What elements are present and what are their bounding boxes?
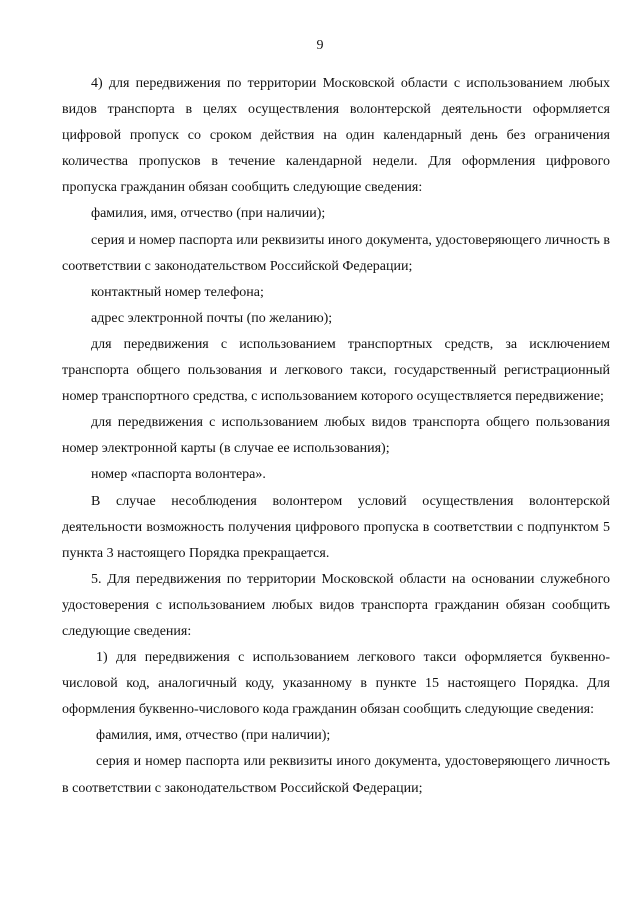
document-body	[62, 71, 610, 802]
paragraph-transport-card: для передвижения с использованием любых видов транспорта общего пользования номер электронной карты (в случае ее использования);	[62, 415, 610, 457]
paragraph-email: адрес электронной почты (по желанию);	[91, 310, 333, 326]
paragraph-full-name: фамилия, имя, отчество (при наличии);	[91, 206, 326, 222]
paragraph-full-name-2: фамилия, имя, отчество (при наличии);	[96, 728, 331, 744]
paragraph-violation: В случае несоблюдения волонтером условий осуществления волонтерской деятельности возможность получения цифрового пропуска в соответствии с подпунктом 5 пункта 3 настоящего Порядка прекращается.	[62, 493, 610, 561]
paragraph-item-5: 5. Для передвижения по территории Московской области на основании служебного удостоверения с использованием любых видов транспорта гражданин обязан сообщить следующие сведения:	[62, 571, 610, 639]
paragraph-item-4: 4) для передвижения по территории Московской области с использованием любых видов транспорта в целях осуществления волонтерской деятельности оформляется цифровой пропуск со сроком действия на один календарный день без ограничения количества пропусков в течение календарной недели. Для оформления цифрового пропуска гражданин обязан сообщить следующие сведения:	[62, 76, 610, 196]
paragraph-passport-2: серия и номер паспорта или реквизиты иного документа, удостоверяющего личность в соответствии с законодательством Российской Федерации;	[62, 754, 610, 796]
paragraph-phone: контактный номер телефона;	[91, 284, 264, 300]
paragraph-volunteer-passport: номер «паспорта волонтера».	[91, 467, 266, 483]
page-number: 9	[316, 38, 324, 53]
paragraph-vehicle-number: для передвижения с использованием транспортных средств, за исключением транспорта общего пользования и легкового такси, государственный регистрационный номер транспортного средства, с использованием которого осуществляется передвижение;	[62, 336, 610, 405]
paragraph-passport: серия и номер паспорта или реквизиты иного документа, удостоверяющего личность в соответствии с законодательством Российской Федерации;	[62, 232, 610, 274]
paragraph-item-5-1: 1) для передвижения с использованием легкового такси оформляется буквенно-числовой код, аналогичный коду, указанному в пункте 15 настоящего Порядка. Для оформления буквенно-числового кода гражданин обязан сообщить следующие сведения:	[62, 650, 610, 718]
